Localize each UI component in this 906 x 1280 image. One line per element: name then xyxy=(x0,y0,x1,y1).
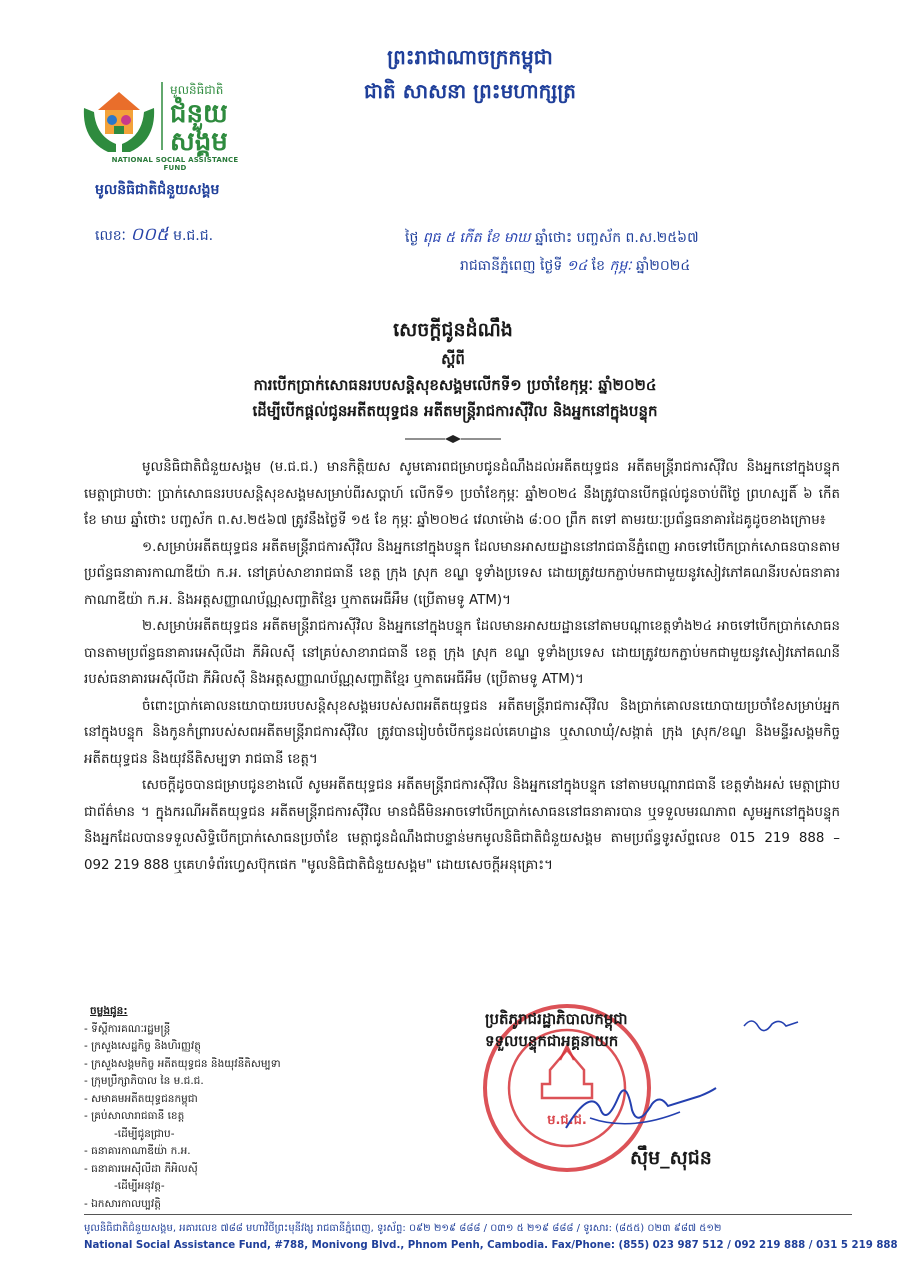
signatory-title-2: ទទួលបន្ទុកជាអគ្គនាយក xyxy=(485,1032,619,1050)
ref-number-handwritten: ០០៥ xyxy=(130,224,169,245)
fund-name: មូលនិធិជាតិជំនួយសង្គម xyxy=(95,182,220,198)
kingdom-title: ព្រះរាជាណាចក្រកម្ពុជា xyxy=(387,45,553,69)
lunar-date xyxy=(405,228,865,249)
lunar-day-handwritten: ពុធ ៥ កើត ខែ មាឃ xyxy=(422,230,531,246)
footer-address-en: National Social Assistance Fund, #788, Monivong Blvd., Phnom Penh, Cambodia. Fax/Phone: (855) 023 987 512 / 092 219 888 / 031 5 219 888 xyxy=(84,1240,898,1251)
distribution-list xyxy=(84,1003,414,1213)
about-label: ស្តីពី xyxy=(441,350,465,368)
distribution-item: - ធនាគារអេស៊ីលីដា ភីអិលស៊ី xyxy=(84,1162,198,1175)
logo-kh-line3: សង្គម xyxy=(170,127,228,157)
solar-date xyxy=(460,256,860,277)
seal-text: ម.ជ.ជ. xyxy=(547,1113,587,1128)
paragraph-intro: មូលនិធិជាតិជំនួយសង្គម (ម.ជ.ជ.) មានកិត្តិយស សូមគោរពជម្រាបជូនដំណឹងដល់អតីតយុទ្ធជន អតីតមន្ត្រីរាជការស៊ីវិល និងអ្នកនៅក្នុងបន្ទុក មេត្តាជ្រាបថាៈ ប្រាក់សោធនរបបសន្តិសុខសង្គមសម្រាប់ពីរសប្តាហ៍ លើកទី១ ប្រចាំខែកុម្ភៈ ឆ្នាំ២០២៤ នឹងត្រូវបានបើកផ្តល់ជូនចាប់ពីថ្ងៃ ព្រហស្បតិ៍ ៦ កើត ខែ មាឃ ឆ្នាំថោះ បញ្ចស័ក ព.ស.២៥៦៧ ត្រូវនឹងថ្ងៃទី ១៥ ខែ កុម្ភៈ ឆ្នាំ២០២៤ វេលាម៉ោង ៨:០០ ព្រឹក តទៅ តាមរយៈប្រព័ន្ធធនាគារដៃគូដូចខាងក្រោម៖ xyxy=(84,460,840,528)
initial-mark-icon xyxy=(742,1014,802,1034)
footer-divider xyxy=(84,1214,852,1215)
footer-address-kh: មូលនិធិជាតិជំនួយសង្គម, អគារលេខ ៧៨៨ មហាវិថីព្រះមុនីវង្ស រាជធានីភ្នំពេញ, ទូរស័ព្ទ: ០៩២ ២១៩ ៨៨៨ / ០៣១ ៥ ២១៩ ៨៨៨ / ទូរសារ: (៨៥៥) ០២៣ ៩៨៧ ៥១២ xyxy=(84,1223,722,1234)
distribution-heading: ចម្លងជូន: xyxy=(90,1005,128,1017)
logo-english-name: NATIONAL SOCIAL ASSISTANCE FUND xyxy=(111,156,239,172)
lunar-year: ឆ្នាំថោះ បញ្ចស័ក ព.ស.២៥៦៧ xyxy=(534,230,699,246)
reference-number xyxy=(95,222,213,249)
solar-prefix: រាជធានីភ្នំពេញ ថ្ងៃទី xyxy=(460,258,563,274)
ornament-divider-icon xyxy=(405,434,501,444)
notice-body xyxy=(84,455,840,879)
subject-line-2: ដើម្បីបើកផ្តល់ជូនអតីតយុទ្ធជន អតីតមន្ត្រីរាជការស៊ីវិល និងអ្នកនៅក្នុងបន្ទុក xyxy=(252,402,658,420)
paragraph-phnom-penh: ១.សម្រាប់អតីតយុទ្ធជន អតីតមន្ត្រីរាជការស៊ីវិល និងអ្នកនៅក្នុងបន្ទុក ដែលមានអាសយដ្ឋាននៅរាជធានីភ្នំពេញ អាចទៅបើកប្រាក់សោធនបានតាមប្រព័ន្ធធនាគារកាណាឌីយ៉ា ក.អ. នៅគ្រប់សាខារាជធានី ខេត្ត ក្រុង ស្រុក ខណ្ឌ ទូទាំងប្រទេស ដោយត្រូវយកភ្ជាប់មកជាមួយនូវសៀវភៅគណនីរបស់ធនាគារកាណាឌីយ៉ា ក.អ. និងអត្តសញ្ញាណប័ណ្ណសញ្ជាតិខ្មែរ ឬកាតអេធីអឹម (ប្រើតាមទូ ATM)។ xyxy=(84,539,840,608)
distribution-item: - ធនាគារកាណាឌីយ៉ា ក.អ. xyxy=(84,1145,191,1157)
distribution-item: - ក្រសួងសេដ្ឋកិច្ច និងហិរញ្ញវត្ថុ xyxy=(84,1040,201,1052)
paragraph-provinces: ២.សម្រាប់អតីតយុទ្ធជន អតីតមន្ត្រីរាជការស៊ីវិល និងអ្នកនៅក្នុងបន្ទុក ដែលមានអាសយដ្ឋាននៅតាមបណ្តាខេត្តទាំង២៤ អាចទៅបើកប្រាក់សោធនបានតាមប្រព័ន្ធធនាគារអេស៊ីលីដា ភីអិលស៊ី នៅគ្រប់សាខារាជធានី ខេត្ត ក្រុង ស្រុក ខណ្ឌ ទូទាំងប្រទេស ដោយត្រូវយកភ្ជាប់មកជាមួយនូវសៀវភៅគណនីរបស់ធនាគារអេស៊ីលីដា ភីអិលស៊ី និងអត្តសញ្ញាណប័ណ្ណសញ្ជាតិខ្មែរ ឬកាតអេធីអឹម (ប្រើតាមទូ ATM)។ xyxy=(84,619,840,687)
solar-month-label: ខែ xyxy=(591,258,605,274)
solar-year: ឆ្នាំ២០២៤ xyxy=(635,258,691,274)
distribution-item: - គ្រប់សាលារាជធានី ខេត្ត xyxy=(84,1110,185,1122)
logo-kh-line1: មូលនិធិជាតិ xyxy=(170,83,224,97)
distribution-item: - ក្រសួងសង្គមកិច្ច អតីតយុទ្ធជន និងយុវនីតិសម្បទា xyxy=(84,1057,281,1070)
distribution-item: - សមាគមអតីតយុទ្ធជនកម្ពុជា xyxy=(84,1092,198,1105)
lunar-prefix: ថ្ងៃ xyxy=(405,230,419,246)
distribution-item: - ទីស្តីការគណៈរដ្ឋមន្ត្រី xyxy=(84,1022,171,1035)
distribution-note: -ដើម្បីអនុវត្ត- xyxy=(114,1180,165,1192)
signatory-title-1: ប្រតិភូរាជរដ្ឋាភិបាលកម្ពុជា xyxy=(485,1010,628,1028)
notice-title: សេចក្តីជូនដំណឹង xyxy=(393,319,513,341)
logo-kh-line2: ជំនួយ xyxy=(170,99,228,129)
handwritten-signature-icon xyxy=(560,1068,720,1138)
kingdom-header xyxy=(300,40,640,108)
solar-day-handwritten: ១៤ xyxy=(566,258,588,274)
ref-label: លេខៈ xyxy=(95,228,126,244)
kingdom-motto: ជាតិ សាសនា ព្រះមហាក្សត្រ xyxy=(364,79,576,103)
subject-line-1: ការបើកប្រាក់សោធនរបបសន្តិសុខសង្គមលើកទី១ ប្រចាំខែកុម្ភៈ ឆ្នាំ២០២៤ xyxy=(253,376,657,394)
distribution-item: - ឯកសារកាលប្បវត្តិ xyxy=(84,1197,161,1210)
distribution-item: - ក្រុមប្រឹក្សាភិបាល នៃ ម.ជ.ជ. xyxy=(84,1075,204,1087)
paragraph-closing: សេចក្តីដូចបានជម្រាបជូនខាងលើ សូមអតីតយុទ្ធជន អតីតមន្ត្រីរាជការស៊ីវិល និងអ្នកនៅក្នុងបន្ទុក នៅតាមបណ្តារាជធានី ខេត្តទាំងអស់ មេត្តាជ្រាបជាព័ត៌មាន ។ ក្នុងករណីអតីតយុទ្ធជន អតីតមន្ត្រីរាជការស៊ីវិល មានជំងឺមិនអាចទៅបើកប្រាក់សោធននៅធនាគារបាន ឬទទួលមរណភាព សូមអ្នកនៅក្នុងបន្ទុក និងអ្នកដែលបានទទួលសិទ្ធិបើកប្រាក់សោធនប្រចាំខែ មេត្តាជូនដំណឹងជាបន្ទាន់មកមូលនិធិជាតិជំនួយសង្គម តាមប្រព័ន្ធទូរស័ព្ទលេខ 015 219 888 – 092 219 888 ឬគេហទំព័រហ្វេសប៊ុកផេក "មូលនិធិជាតិជំនួយសង្គម" ដោយសេចក្តីអនុគ្រោះ។ xyxy=(84,778,840,873)
ref-suffix: ម.ជ.ជ. xyxy=(173,228,214,244)
distribution-note: -ដើម្បីជូនជ្រាប- xyxy=(114,1127,175,1140)
solar-month-handwritten: កុម្ភៈ xyxy=(609,258,632,274)
paragraph-policy-allowance: ចំពោះប្រាក់គោលនយោបាយរបបសន្តិសុខសង្គមរបស់សពអតីតយុទ្ធជន អតីតមន្ត្រីរាជការស៊ីវិល និងប្រាក់គោលនយោបាយប្រចាំខែសម្រាប់អ្នកនៅក្នុងបន្ទុក និងកូនកំព្រារបស់សពអតីតមន្ត្រីរាជការស៊ីវិល ត្រូវបានរៀបចំបើកជូនដល់គេហដ្ឋាន ឬសាលាឃុំ/សង្កាត់ ក្រុង ស្រុក/ខណ្ឌ និងមន្ទីរសង្គមកិច្ច អតីតយុទ្ធជន និងយុវនីតិសម្បទា រាជធានី ខេត្ត។ xyxy=(84,698,840,767)
signer-name: ស៊ឹម_សុជន xyxy=(630,1147,712,1169)
